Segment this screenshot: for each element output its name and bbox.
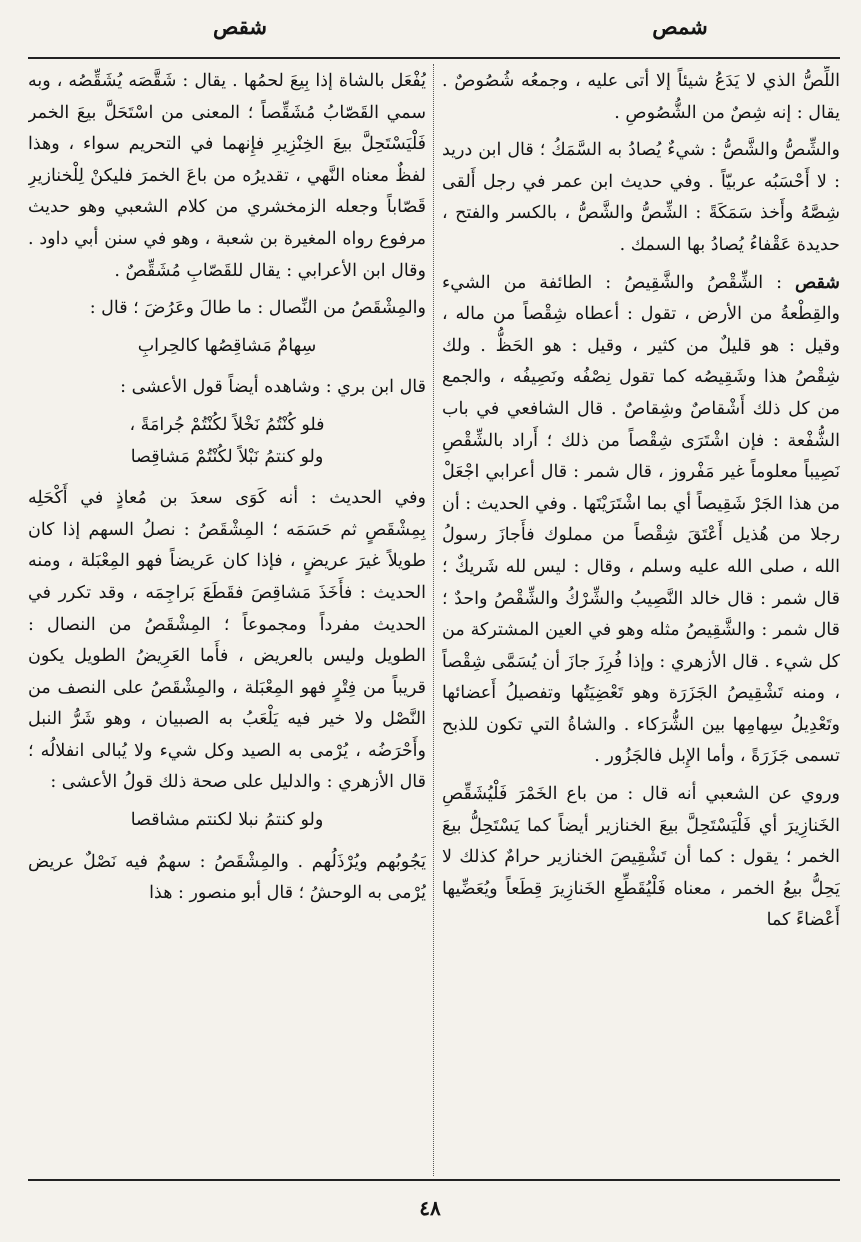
verse-line: ولو كنتمُ نَبْلاً لكُنْتُمْ مَشاقِصا <box>130 446 324 467</box>
verse-line: سِهامٌ مَشاقِصُها كالحِرابِ <box>137 335 317 356</box>
entry-text: : الشِّقْصُ والشَّقِيصُ : الطائفة من الشيء والقِطْعةُ من الأرض ، تقول : أعطاه شِقْصاً من ماله ، وقيل : هو قليلٌ من كثير ، وقيل : هو الحَظُّ . ولك شِقْصُ هذا وشَقِيصُه كما تقول نِصْفُه ونَصِيفُه ، والجمع من كل ذلك أَشْقاصٌ وشِقاصٌ . قال الشافعي في باب الشُّفْعة : فإن اشْتَرَى شِقْصاً من ذلك ؛ أَراد بالشِّقْصِ نَصِيباً معلوماً غير مَفْروز ، قال شمر : قال أعرابي اجْعَلْ من هذا الجَرْ شَقِيصاً أي بما اشْتَرَيْتَها . وفي الحديث : أن رجلا من هُذيل أَعْتَقَ شِقْصاً من مملوك فأَجازَ رسولُ الله ، صلى الله عليه وسلم ، وقال : ليس لله شَريكٌ ؛ قال شمر : قال خالد النَّصِيبُ والشِّرْكُ والشِّقْصُ واحدٌ ؛ قال شمر : والشَّقِيصُ مثله وهو في العين المشتركة من كل شيء . قال الأزهري : وإذا فُرِزَ جازَ أن يُسَمَّى شِقْصاً ، ومنه تَشْقِيصُ الجَزَرَة وهو تَعْضِيَتُها وتفصيلُ أَعضائها وتَعْدِيلُ سِهامِها بين الشُّرَكاء . والشاةُ التي تكون للذبح تسمى جَزَرَةً ، وأما الإِبل فالجَزُور . <box>442 272 840 767</box>
verse <box>28 805 426 837</box>
entry-paragraph: وروي عن الشعبي أنه قال : من باع الخَمْرَ فَلْيُشَقِّصِ الخَنازِيرَ أي فَلْيَسْتَحِلَّ بيعَ الخنازير أيضاً كما يَسْتَحِلُّ بيعَ الخمر ؛ يقول : كما أن تَشْقِيصَ الخنازير حرامٌ كذلك لا يَحِلُّ بيعُ الخمر ، معناه فَلْيُقَطِّعِ الخَنازِيرَ قِطَعاً ويُعَضِّيها أَعْضاءً كما <box>442 784 840 931</box>
page-number: ٤٨ <box>419 1196 441 1220</box>
top-rule <box>28 57 840 59</box>
entry-paragraph: والمِشْقَصُ من النِّصال : ما طالَ وعَرُضَ ؛ قال : <box>89 298 426 319</box>
entry-paragraph: والشِّصُّ والشَّصُّ : شيءٌ يُصادُ به السَّمَكُ ؛ قال ابن دريد : لا أَحْسَبُه عربيّاً . وفي حديث ابن عمر في رجل أَلقى شِصَّهُ وأَخذ سَمَكَةً : الشِّصُّ والشَّصُّ ، بالكسر والفتح ، حديدة عَقْفاءُ يُصادُ بها السمك . <box>442 140 840 255</box>
running-head-right: شمص <box>652 14 708 39</box>
running-head-left: شقص <box>213 14 267 39</box>
entry-paragraph: قال ابن بري : وشاهده أيضاً قول الأعشى : <box>120 377 426 398</box>
entry-paragraph: يَجُوبُهم ويُرْذَلُهم . والمِشْقَصُ : سهمٌ فيه نَصْلٌ عريض يُرْمى به الوحشُ ؛ قال أبو منصور : هذا <box>28 851 426 904</box>
entry-paragraph <box>442 268 840 774</box>
entry-paragraph: وفي الحديث : أنه كَوَى سعدَ بن مُعاذٍ في أَكْحَلِه بِمِشْقَصٍ ثم حَسَمَه ؛ المِشْقَصُ : نصلُ السهم إذا كان طويلاً غيرَ عريضٍ ، فإذا كان عَريضاً فهو المِعْبَلة ، ومنه الحديث : فأَخَذَ مَشاقِصَ فقَطَعَ بَراجِمَه ، وقد تكرر في الحديث مفرداً ومجموعاً ؛ المِشْقَصُ من النصال : الطويل وليس بالعريض ، فأَما العَرِيضُ الطويل يكون قريباً من فِتْرٍ فهو المِعْبَلة ، والمِشْقَصُ على النصف من النَّصْل ولا خير فيه يَلْعَبُ به الصبيان ، وهو شَرُّ النبل وأَحْرَضُه ، يُرْمى به الصيد وكل شيء ولا يُبالى انفلالُه ؛ قال الأزهري : والدليل على صحة ذلك قولُ الأعشى : <box>28 488 426 793</box>
bottom-rule <box>28 1179 840 1181</box>
verse <box>28 410 426 473</box>
verse-line: ولو كنتمُ نبلا لكنتم مشاقصا <box>130 810 324 831</box>
verse-line: فلو كُنْتُمُ نَخْلاً لكُنْتُمْ جُرامَةً ، <box>129 414 325 435</box>
verse <box>28 331 426 363</box>
left-column <box>28 66 426 1174</box>
headword: شقص <box>795 272 840 293</box>
right-column <box>442 66 840 1174</box>
entry-paragraph: اللِّصُّ الذي لا يَدَعُ شيئاً إلا أتى عليه ، وجمعُه شُصُوصٌ . يقال : إنه شِصٌ من الشُّصُوصِ . <box>442 71 840 123</box>
column-divider <box>433 64 434 1176</box>
entry-paragraph: يُفْعَل بالشاة إذا بِيعَ لحمُها . يقال : شَقَّصَه يُشَقِّصُه ، وبه سمي القَصّابُ مُشَقِّصاً ؛ المعنى من اسْتَحَلَّ بيعَ الخمر فَلْيَسْتَحِلَّ بيعَ الخِنْزِيرِ فإِنهما في التحريم سواء ، وهذا لفظٌ معناه النَّهي ، تقديرُه من باعَ الخمرَ فليكنْ لِلْخنازيرِ قَصّاباً وجعله الزمخشري من كلام الشعبي وهو حديث مرفوع رواه المغيرة بن شعبة ، وهو في سنن أبي داود . وقال ابن الأعرابي : يقال للقَصّابِ مُشَقِّصٌ . <box>28 71 426 281</box>
